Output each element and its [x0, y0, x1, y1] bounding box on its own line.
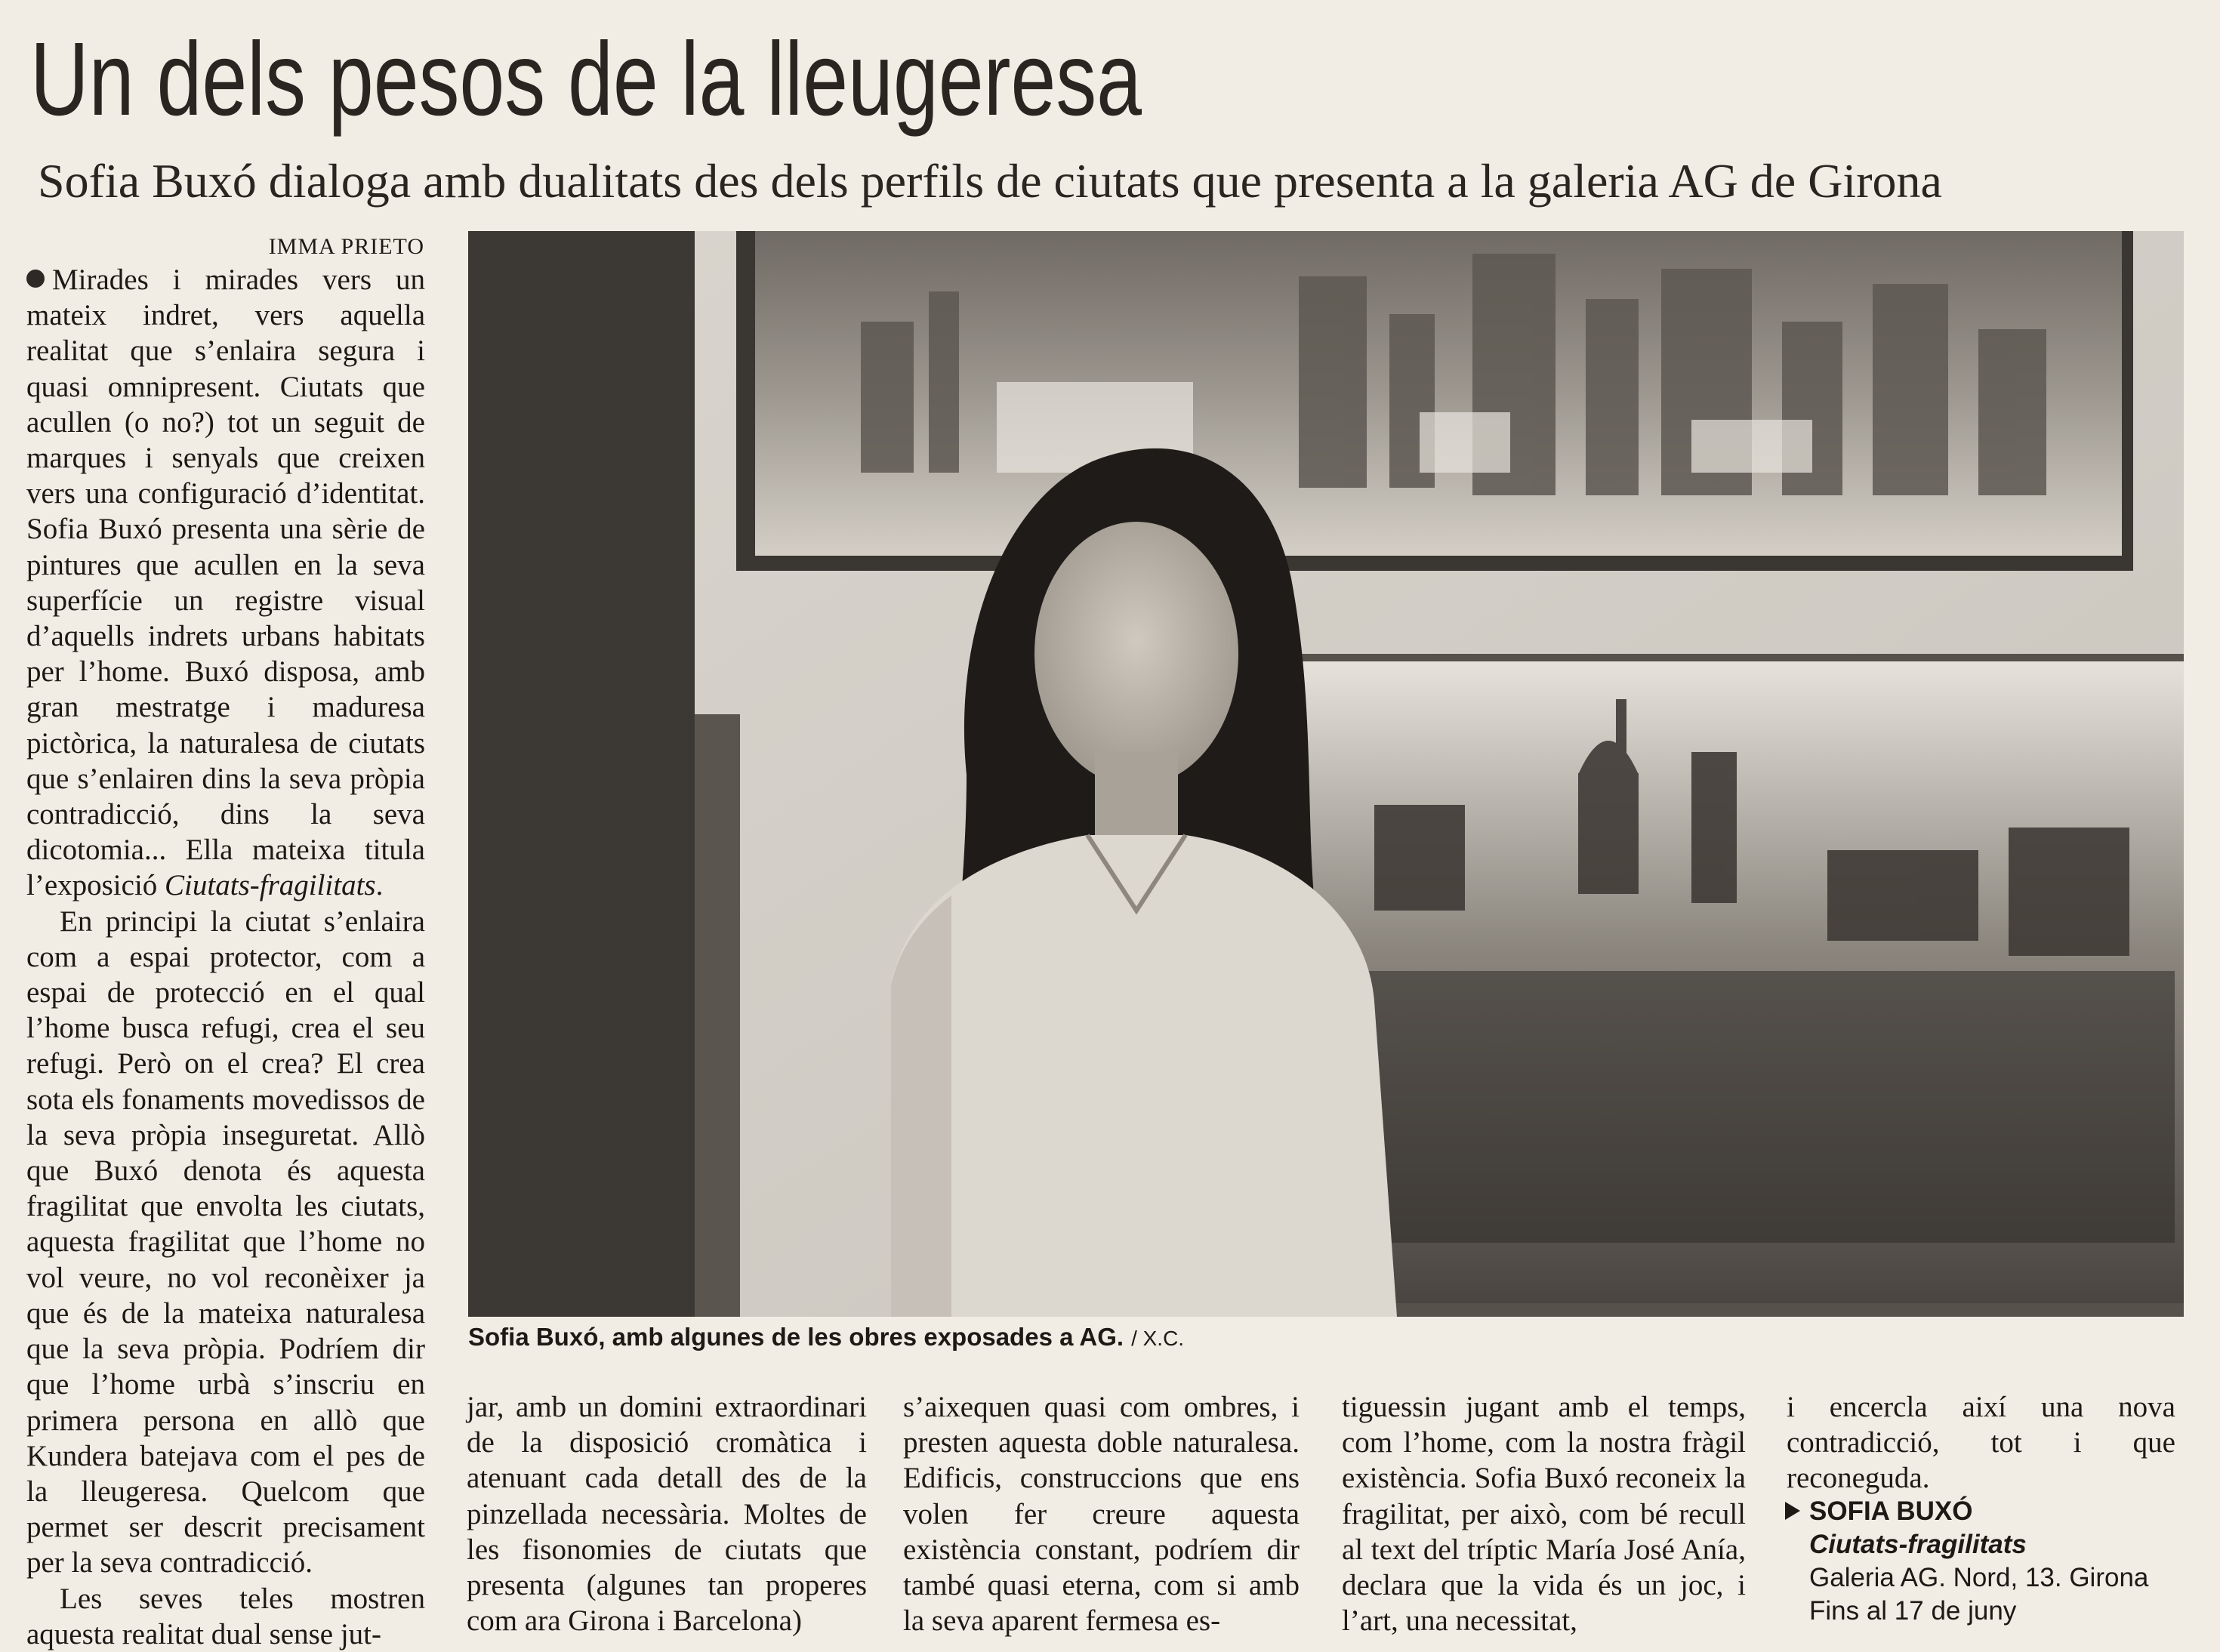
body-column-4: tiguessin jugant amb el temps, com l’home, com la nostra fràgil existència. Sofia Buxó reconeix la fragilitat, per això, com bé recull al text del tríptic María José Anía, declara que la vida és un joc, i l’art, una necessitat,: [1342, 1391, 1746, 1638]
triangle-bullet-icon: [1785, 1502, 1800, 1520]
body-column-1: [26, 262, 425, 1652]
article-photo: [468, 231, 2184, 1317]
infobox-artist: SOFIA BUXÓ: [1809, 1496, 1973, 1526]
photo-credit: / X.C.: [1131, 1327, 1185, 1350]
bullet-icon: [26, 270, 45, 288]
byline: IMMA PRIETO: [268, 234, 424, 259]
photo-caption: [468, 1323, 2184, 1351]
body-column-5: i encercla així una nova contradicció, tot i que reconeguda.: [1787, 1391, 2175, 1495]
body-column-2: jar, amb un domini extraordinari de la disposició cromàtica i atenuant cada detall des de la pinzellada necessària. Moltes de les fisonomies de ciutats que presenta (algunes tan properes com ara Girona i Barcelona): [467, 1391, 867, 1638]
exhibition-infobox: [1785, 1495, 2178, 1628]
subheadline: Sofia Buxó dialoga amb dualitats des dels perfils de ciutats que presenta a la galeria AG de Girona: [38, 154, 1942, 208]
caption-text: Sofia Buxó, amb algunes de les obres exposades a AG.: [468, 1323, 1124, 1351]
paragraph-1-end: .: [375, 869, 384, 902]
infobox-dates: Fins al 17 de juny: [1809, 1596, 2017, 1626]
photo-illustration: [468, 231, 2184, 1317]
infobox-exhibition: Ciutats-fragilitats: [1809, 1530, 2027, 1559]
exhibition-title-inline: Ciutats-fragilitats: [165, 869, 376, 902]
paragraph-3: Les seves teles mostren aquesta realitat dual sense jut-: [26, 1582, 425, 1650]
paragraph-1-text: Mirades i mirades vers un mateix indret, vers aquella realitat que s’enlaira segura i quasi omnipresent. Ciutats que acullen (o no?) tot un seguit de marques i senyals que creixen vers una configuració d’identitat. Sofia Buxó presenta una sèrie de pintures que acullen en la seva superfície un registre visual d’aquells indrets urbans habitats per l’home. Buxó disposa, amb gran mestratge i maduresa pictòrica, la naturalesa de ciutats que s’enlairen dins la seva pròpia contradicció, dins la seva dicotomia... Ella mateixa titula l’exposició: [26, 264, 425, 902]
infobox-artist-row: [1785, 1495, 2178, 1528]
paragraph-2: En principi la ciutat s’enlaira com a espai protector, com a espai de protecció en el qual l’home busca refugi, crea el seu refugi. Però on el crea? El crea sota els fonaments movedissos de la seva pròpia inseguretat. Allò que Buxó denota és aquesta fragilitat que envolta les ciutats, aquesta fragilitat que l’home no vol veure, no vol reconèixer ja que és de la mateixa naturalesa que la seva pròpia. Podríem dir que l’home urbà s’inscriu en primera persona en allò que Kundera batejava com el pes de la lleugeresa. Quelcom que permet ser descrit precisament per la seva contradicció.: [26, 905, 425, 1580]
infobox-venue: Galeria AG. Nord, 13. Girona: [1809, 1563, 2149, 1592]
paragraph-1: [26, 262, 425, 904]
body-column-3: s’aixequen quasi com ombres, i presten aquesta doble naturalesa. Edificis, construccions que ens volen fer creure aquesta existència constant, podríem dir també quasi eterna, com si amb la seva aparent fermesa es-: [903, 1391, 1300, 1638]
headline: Un dels pesos de la lleugeresa: [30, 21, 1142, 137]
